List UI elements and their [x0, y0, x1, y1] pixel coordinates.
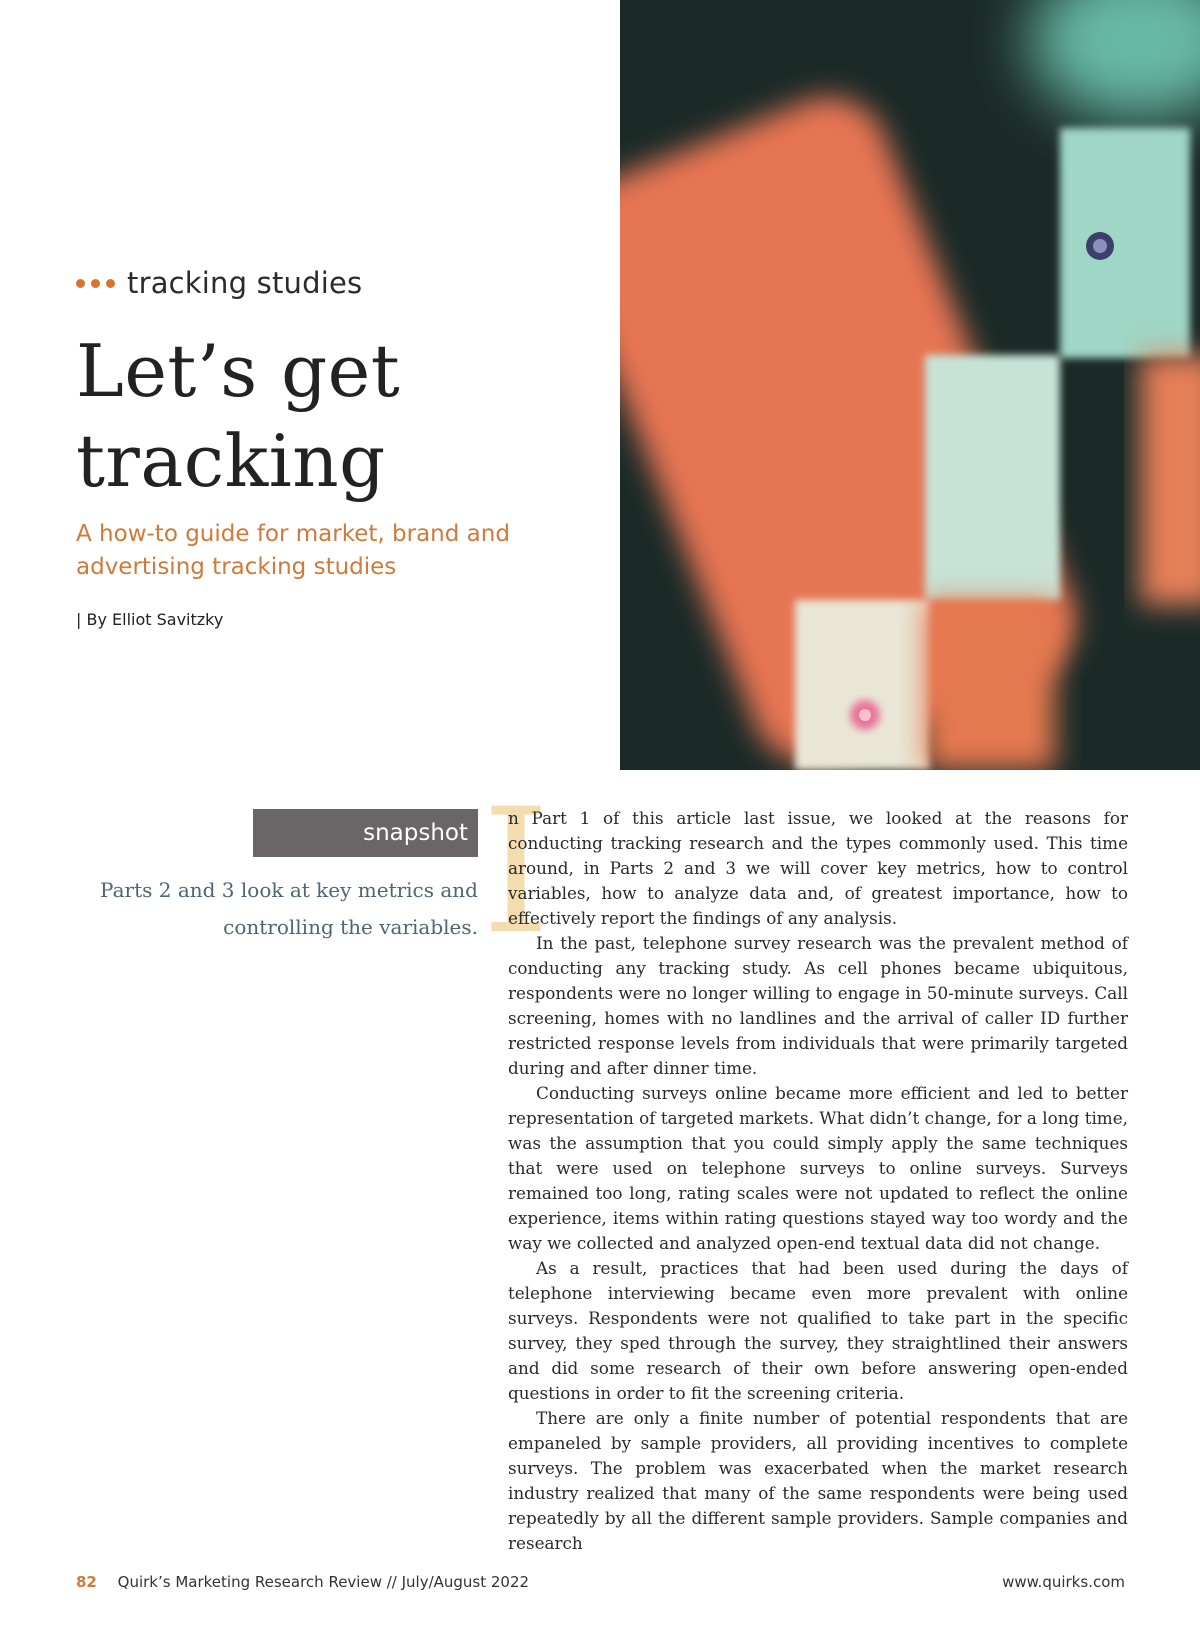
byline: | By Elliot Savitzky	[76, 610, 224, 629]
page-number: 82	[76, 1573, 97, 1591]
kicker-label: tracking studies	[127, 266, 363, 300]
article-deck: A how-to guide for market, brand and advertising tracking studies	[76, 521, 510, 580]
footer-left	[76, 1573, 529, 1591]
website-link[interactable]: www.quirks.com	[1002, 1573, 1125, 1591]
title-line-2: tracking	[76, 419, 386, 503]
article-body	[508, 806, 1128, 1556]
paragraph-4: As a result, practices that had been used during the days of telephone interviewing became even more prevalent with online surveys. Respondents were not qualified to take part in the specific survey, they sped through the survey, they straightlined their answers and did some research of their own before answering open-ended questions in order to fit the screening criteria.	[508, 1258, 1128, 1403]
drop-cap: I	[482, 771, 550, 972]
title-line-1: Let’s get	[76, 329, 401, 413]
bullet-dots-icon	[76, 279, 115, 288]
paragraph-3: Conducting surveys online became more efficient and led to better representation of targeted markets. What didn’t change, for a long time, was the assumption that you could simply apply the same techniques that were used on telephone surveys to online surveys. Surveys remained too long, rating scales were not updated to reflect the online experience, items within rating questions stayed way too wordy and the way we collected and analyzed open-end textual data did not change.	[508, 1083, 1128, 1253]
hero-image	[620, 0, 1200, 770]
page-footer	[76, 1573, 1125, 1591]
paragraph-2: In the past, telephone survey research was the prevalent method of conducting any tracking study. As cell phones became ubiquitous, respondents were no longer willing to engage in 50-minute surveys. Call screening, homes with no landlines and the arrival of caller ID further restricted response levels from individuals that were primarily targeted during and after dinner time.	[508, 933, 1128, 1078]
snapshot-label-text: snapshot	[363, 820, 468, 846]
article-title	[76, 326, 596, 506]
section-kicker	[76, 266, 362, 300]
publication-info: Quirk’s Marketing Research Review // July/August 2022	[117, 1573, 530, 1591]
snapshot-summary: Parts 2 and 3 look at key metrics and controlling the variables.	[100, 878, 478, 939]
paragraph-5: There are only a finite number of potential respondents that are empaneled by sample providers, all providing incentives to complete surveys. The problem was exacerbated when the market research industry realized that many of the same respondents were being used repeatedly by all the different sample providers. Sample companies and research	[508, 1408, 1128, 1553]
snapshot-label	[253, 809, 478, 857]
paragraph-1: n Part 1 of this article last issue, we looked at the reasons for conducting tracking research and the types commonly used. This time around, in Parts 2 and 3 we will cover key metrics, how to control variables, how to analyze data and, of greatest importance, how to effectively report the findings of any analysis.	[508, 808, 1128, 928]
